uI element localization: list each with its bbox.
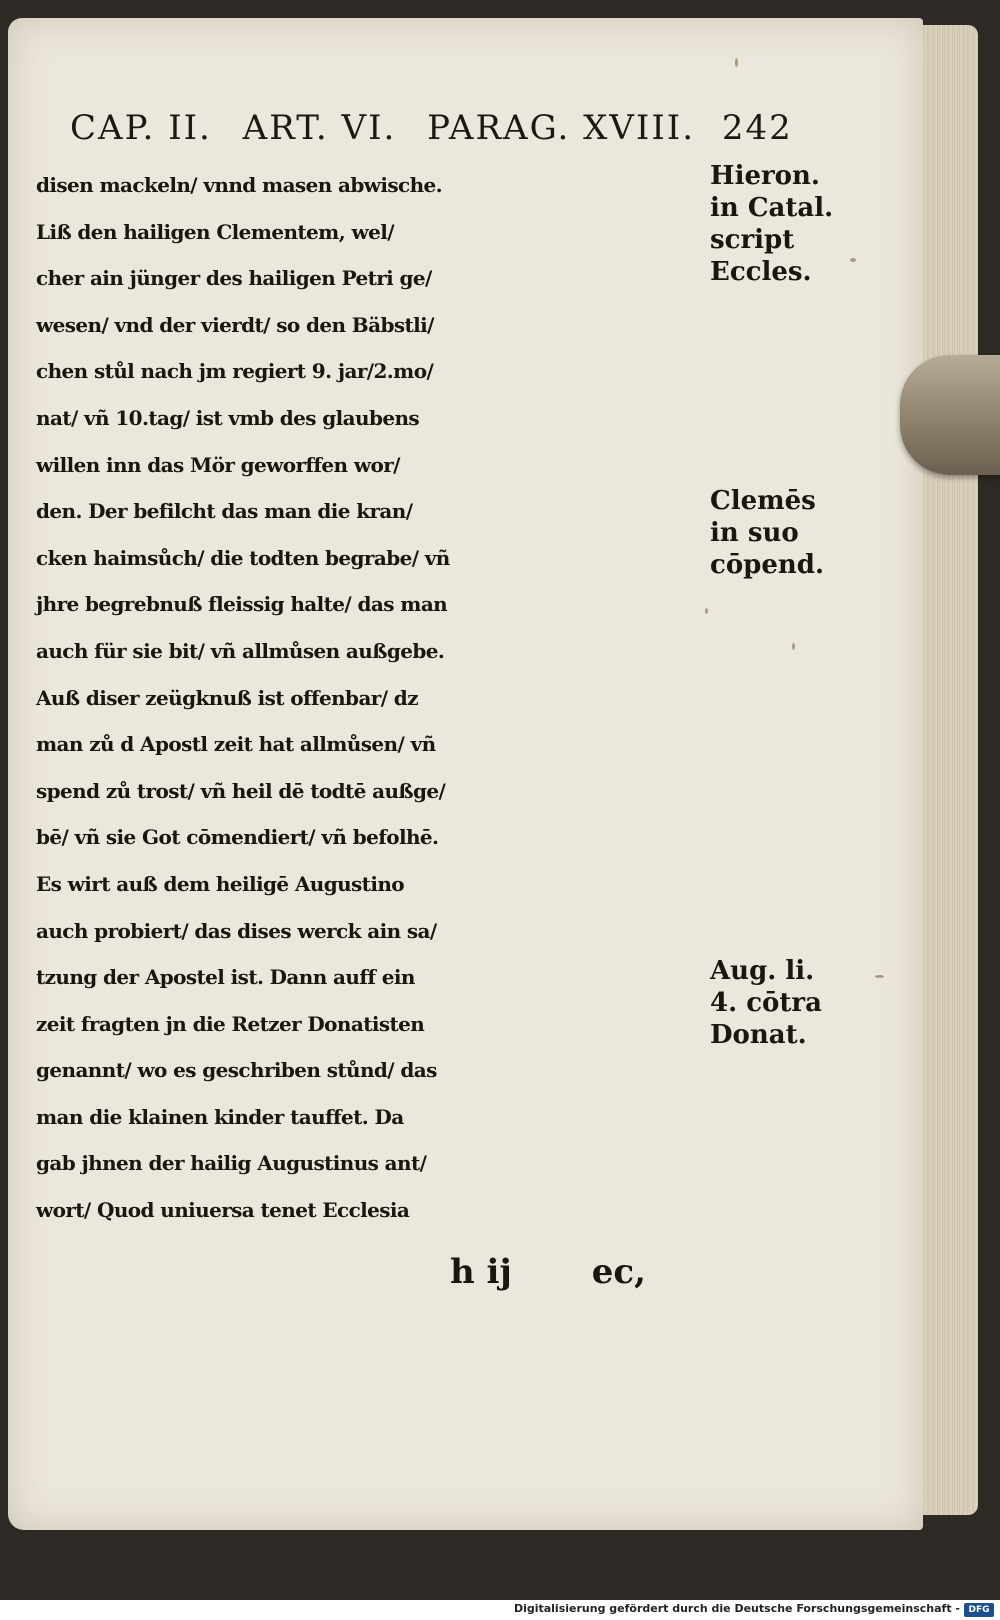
page-edges [918, 25, 978, 1515]
text-line: nat/ vñ 10.tag/ ist vmb des glaubens [36, 405, 420, 430]
text-line: wort/ Quod uniuersa tenet Ecclesia [36, 1198, 410, 1223]
text-line: tzung der Apostel ist. Dann auff ein [36, 965, 415, 990]
text-line: wesen/ vnd der vierdt/ so den Bäbstli/ [36, 312, 434, 337]
signature-label: h ij [450, 1252, 512, 1292]
marginal-note-augustinus [710, 955, 840, 1051]
text-line: zeit fragten jn die Retzer Donatisten [36, 1011, 425, 1036]
text-line: willen inn das Mör geworffen wor/ [36, 452, 400, 477]
paragraph-number: XVIII. [583, 108, 696, 148]
book-clamp [900, 355, 1000, 475]
body-text [36, 162, 704, 1234]
chapter-number: II. [168, 108, 212, 148]
chapter-label: CAP. [70, 108, 156, 148]
paragraph-label: PARAG. [427, 108, 571, 148]
text-line: man die klainen kinder tauffet. Da [36, 1104, 404, 1129]
signature-mark [450, 1252, 710, 1292]
text-line: Liß den hailigen Clementem, wel/ [36, 219, 394, 244]
text-line: jhre begrebnuß fleissig halte/ das man [36, 592, 448, 617]
catchword: ec, [591, 1252, 646, 1292]
text-line: man zů d Apostl zeit hat allmůsen/ vñ [36, 732, 436, 757]
paper-speck [705, 608, 708, 614]
article-label: ART. [242, 108, 329, 148]
text-line: genannt/ wo es geschriben stůnd/ das [36, 1058, 437, 1083]
marginal-line: Donat. [710, 1020, 807, 1050]
article-number: VI. [341, 108, 397, 148]
text-line: Es wirt auß dem heiligē Augustino [36, 871, 405, 896]
marginal-line: in Catal. [710, 193, 834, 223]
marginal-line: in suo [710, 518, 799, 548]
marginal-line: Hieron. [710, 161, 820, 191]
marginal-line: Eccles. [710, 257, 812, 287]
folio-number: 242 [721, 108, 793, 148]
paper-speck [850, 258, 856, 262]
marginal-line: 4. cōtra [710, 988, 822, 1018]
marginal-note-hieronymus [710, 160, 840, 288]
text-line: auch für sie bit/ vñ allmůsen außgebe. [36, 638, 445, 663]
paper-speck [735, 58, 738, 67]
text-line: den. Der befilcht das man die kran/ [36, 499, 413, 524]
running-head [70, 108, 793, 148]
paper-speck [792, 643, 795, 650]
text-line: spend zů trost/ vñ heil dē todtē außge/ [36, 778, 446, 803]
marginal-line: script [710, 225, 795, 255]
paper-speck [875, 975, 884, 978]
text-line: chen stůl nach jm regiert 9. jar/2.mo/ [36, 359, 434, 384]
funding-credit: Digitalisierung gefördert durch die Deutsche Forschungsgemeinschaft - [513, 1602, 960, 1615]
text-line: bē/ vñ sie Got cōmendiert/ vñ befolhē. [36, 825, 439, 850]
text-line: gab jhnen der hailig Augustinus ant/ [36, 1151, 427, 1176]
text-line: cher ain jünger des hailigen Petri ge/ [36, 266, 432, 291]
marginal-line: Aug. li. [710, 956, 815, 986]
dfg-logo: DFG [964, 1603, 994, 1617]
marginal-line: cōpend. [710, 550, 825, 580]
text-line: cken haimsůch/ die todten begrabe/ vñ [36, 545, 450, 570]
text-line: auch probiert/ das dises werck ain sa/ [36, 918, 437, 943]
text-line: disen mackeln/ vnnd masen abwische. [36, 173, 443, 197]
marginal-line: Clemēs [710, 486, 816, 516]
text-line: Auß diser zeügknuß ist offenbar/ dz [36, 685, 418, 710]
marginal-note-clemens [710, 485, 840, 581]
